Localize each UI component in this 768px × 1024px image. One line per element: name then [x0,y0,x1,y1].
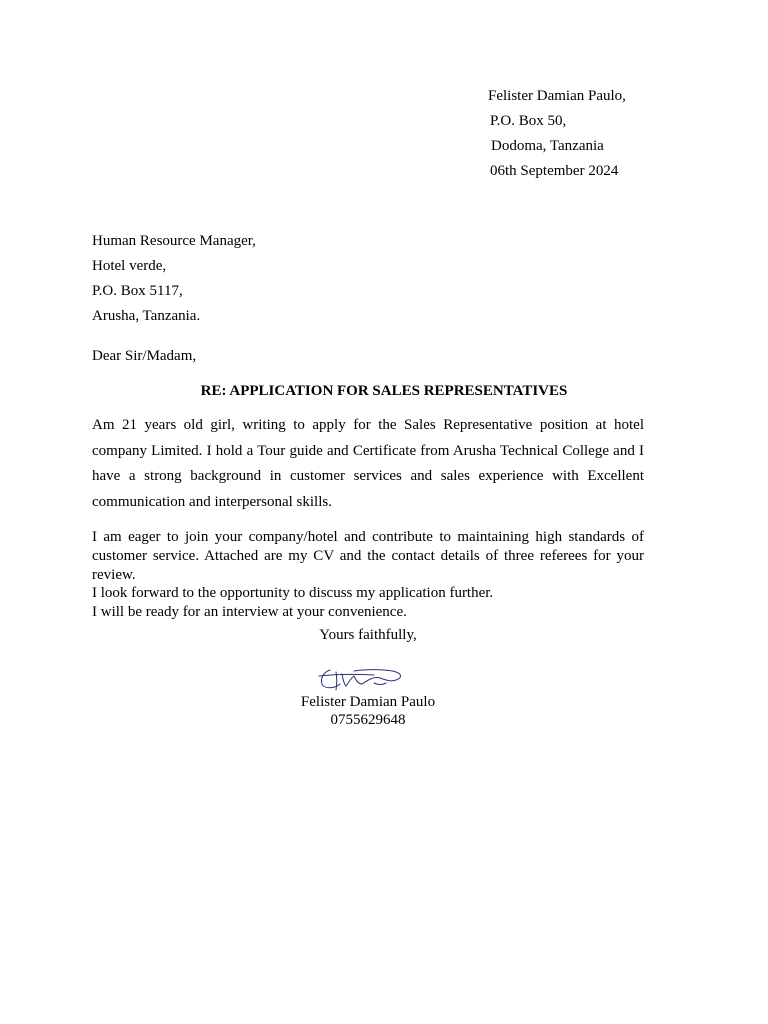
body-line-forward: I look forward to the opportunity to discuss my application further. [92,585,494,601]
subject-line: RE: APPLICATION FOR SALES REPRESENTATIVES [200,383,568,399]
sender-city: Dodoma, Tanzania [491,138,604,154]
recipient-po-box: P.O. Box 5117, [92,283,183,299]
sender-po-box: P.O. Box 50, [490,113,567,129]
handwritten-signature [316,662,406,692]
signer-name: Felister Damian Paulo [300,694,436,710]
recipient-company: Hotel verde, [92,258,167,274]
sender-name: Felister Damian Paulo, [488,88,626,104]
recipient-title: Human Resource Manager, [92,233,256,249]
body-paragraph-1: Am 21 years old girl, writing to apply for the Sales Representative position at hotel company Limited. I hold a Tour guide and Certificate from Arusha Technical College and I have a strong background in customer services and sales experience with Excellent communication and interpersonal skills. [92,417,644,510]
salutation: Dear Sir/Madam, [92,348,197,364]
letter-date: 06th September 2024 [490,163,619,179]
signer-phone: 0755629648 [330,712,406,728]
body-line-interview: I will be ready for an interview at your convenience. [92,604,407,620]
recipient-city: Arusha, Tanzania. [92,308,201,324]
valediction: Yours faithfully, [319,627,417,643]
body-paragraph-2: I am eager to join your company/hotel and contribute to maintaining high standards of customer service. Attached are my CV and the contact details of three referees for your review. [92,529,644,583]
